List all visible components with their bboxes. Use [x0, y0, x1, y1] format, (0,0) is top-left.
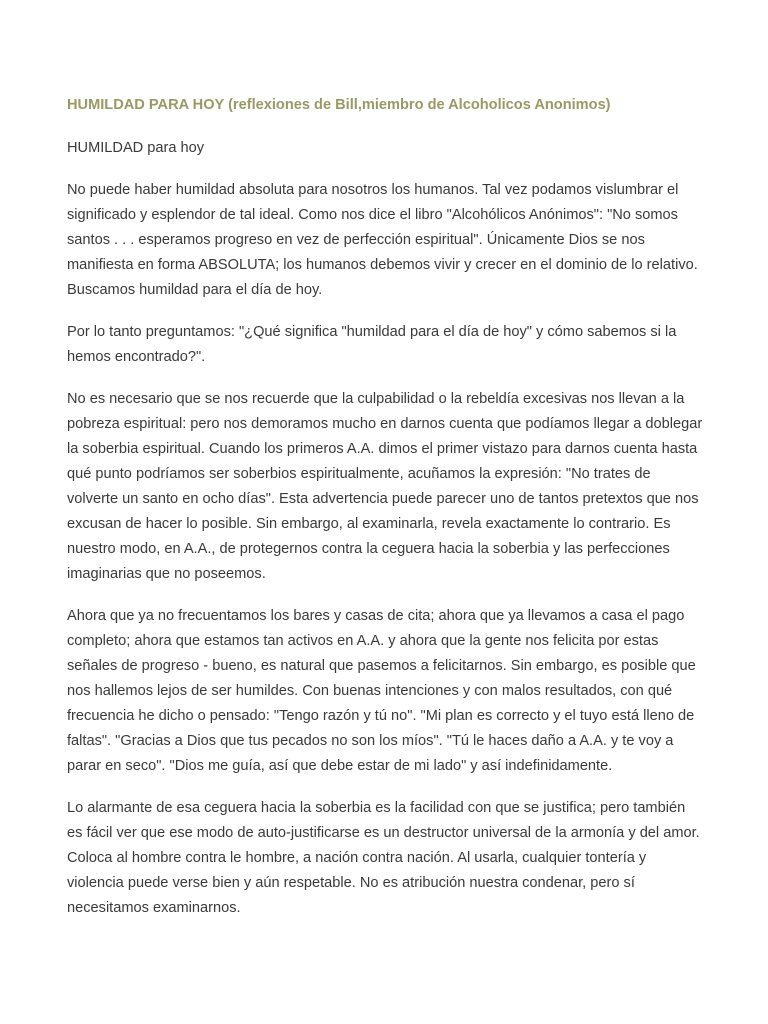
paragraph: No puede haber humildad absoluta para nosotros los humanos. Tal vez podamos vislumbrar el significado y esplendor de tal ideal. Como nos dice el libro "Alcohólicos Anónimos": "No somos santos . . . esperamos progreso en vez de perfección espiritual". Únicamente Dios se nos manifiesta en forma ABSOLUTA; los humanos debemos vivir y crecer en el dominio de lo relativo. Buscamos humildad para el día de hoy.	[67, 182, 698, 298]
paragraph: Ahora que ya no frecuentamos los bares y casas de cita; ahora que ya llevamos a casa el pago completo; ahora que estamos tan activos en A.A. y ahora que la gente nos felicita por estas señales de progreso - bueno, es natural que pasemos a felicitarnos. Sin embargo, es posible que nos hallemos lejos de ser humildes. Con buenas intenciones y con malos resultados, con qué frecuencia he dicho o pensado: "Tengo razón y tú no". "Mi plan es correcto y el tuyo está lleno de faltas". "Gracias a Dios que tus pecados no son los míos". "Tú le haces daño a A.A. y te voy a parar en seco". "Dios me guía, así que debe estar de mi lado" y así indefinidamente.	[67, 608, 696, 774]
document-subtitle: HUMILDAD para hoy	[67, 140, 205, 156]
paragraph: No es necesario que se nos recuerde que la culpabilidad o la rebeldía excesivas nos llevan a la pobreza espiritual: pero nos demoramos mucho en darnos cuenta que podíamos llegar a doblegar la soberbia espiritual. Cuando los primeros A.A. dimos el primer vistazo para darnos cuenta hasta qué punto podríamos ser soberbios espiritualmente, acuñamos la expresión: "No trates de volverte un santo en ocho días". Esta advertencia puede parecer uno de tantos pretextos que nos excusan de hacer lo posible. Sin embargo, al examinarla, revela exactamente lo contrario. Es nuestro modo, en A.A., de protegernos contra la ceguera hacia la soberbia y las perfecciones imaginarias que no poseemos.	[67, 391, 703, 582]
paragraph: Por lo tanto preguntamos: "¿Qué significa "humildad para el día de hoy" y cómo sabemos si la hemos encontrado?".	[67, 324, 677, 365]
document-title: HUMILDAD PARA HOY (reflexiones de Bill,miembro de Alcoholicos Anonimos)	[67, 97, 611, 113]
paragraph: Lo alarmante de esa ceguera hacia la soberbia es la facilidad con que se justifica; pero también es fácil ver que ese modo de auto-justificarse es un destructor universal de la armonía y del amor. Coloca al hombre contra le hombre, a nación contra nación. Al usarla, cualquier tontería y violencia puede verse bien y aún respetable. No es atribución nuestra condenar, pero sí necesitamos examinarnos.	[67, 800, 700, 916]
document-body	[67, 94, 703, 938]
